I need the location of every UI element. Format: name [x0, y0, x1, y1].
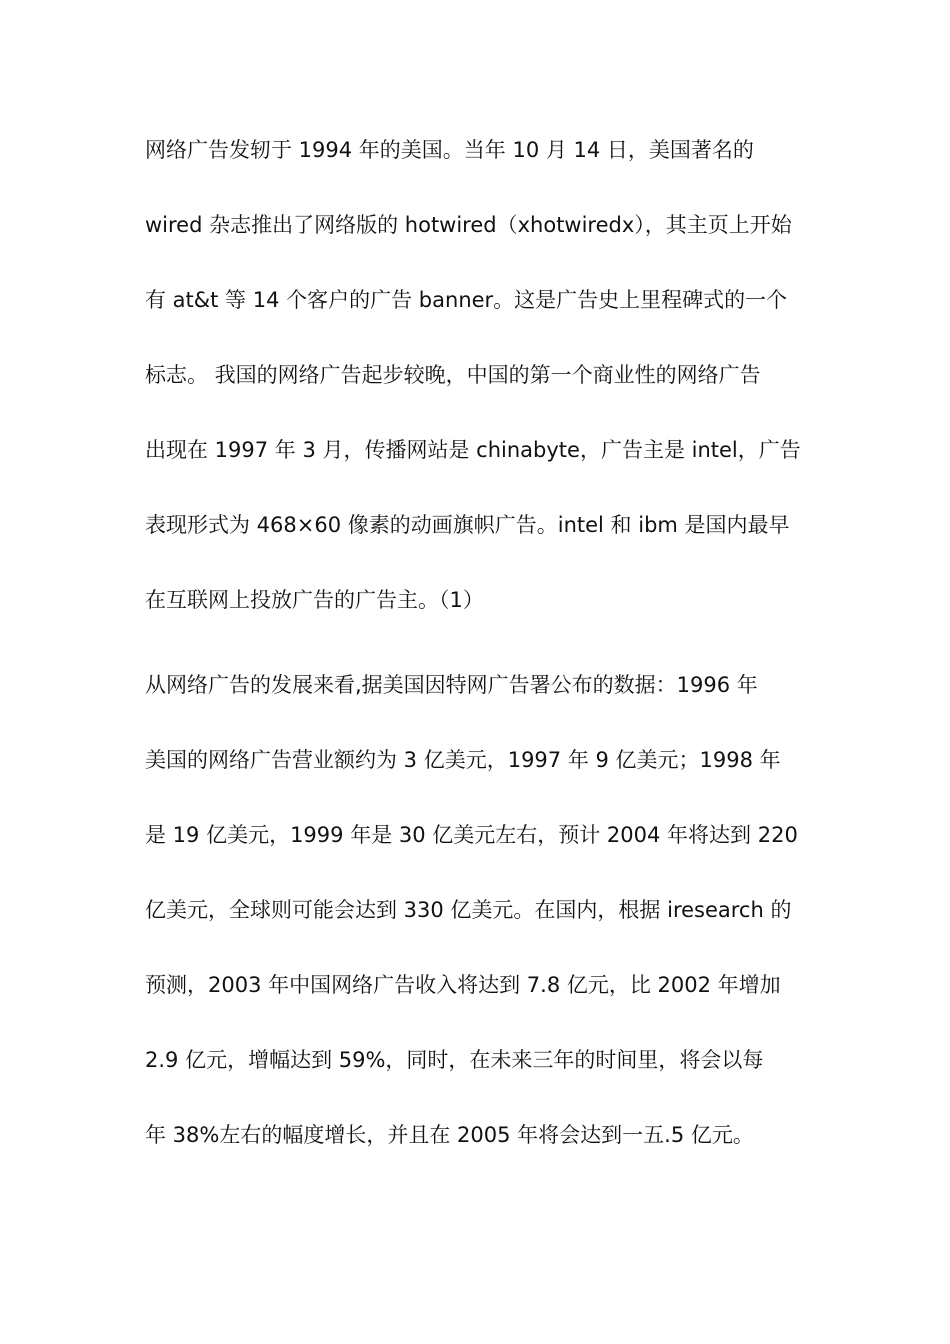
paragraph-2-line-4: 亿美元，全球则可能会达到 330 亿美元。在国内，根据 iresearch 的	[145, 898, 792, 922]
paragraph-2-line-3: 是 19 亿美元，1999 年是 30 亿美元左右，预计 2004 年将达到 220	[145, 823, 798, 847]
paragraph-2-line-6: 2.9 亿元，增幅达到 59%，同时，在未来三年的时间里，将会以每	[145, 1048, 764, 1072]
paragraph-1-line-5: 出现在 1997 年 3 月，传播网站是 chinabyte，广告主是 intel，广告	[145, 438, 801, 462]
paragraph-1-line-2: wired 杂志推出了网络版的 hotwired（xhotwiredx），其主页上开始	[145, 213, 792, 237]
paragraph-1-line-1: 网络广告发轫于 1994 年的美国。当年 10 月 14 日，美国著名的	[145, 138, 754, 162]
paragraph-1-line-3: 有 at&t 等 14 个客户的广告 banner。这是广告史上里程碑式的一个	[145, 288, 788, 312]
paragraph-2-line-7: 年 38%左右的幅度增长，并且在 2005 年将会达到一五.5 亿元。	[145, 1123, 754, 1147]
paragraph-1-line-4: 标志。 我国的网络广告起步较晚，中国的第一个商业性的网络广告	[145, 363, 761, 387]
paragraph-1-line-7: 在互联网上投放广告的广告主。（1）	[145, 588, 484, 612]
paragraph-2-line-2: 美国的网络广告营业额约为 3 亿美元，1997 年 9 亿美元；1998 年	[145, 748, 781, 772]
paragraph-2-line-1: 从网络广告的发展来看,据美国因特网广告署公布的数据：1996 年	[145, 673, 758, 697]
paragraph-2-line-5: 预测，2003 年中国网络广告收入将达到 7.8 亿元，比 2002 年增加	[145, 973, 781, 997]
paragraph-1-line-6: 表现形式为 468×60 像素的动画旗帜广告。intel 和 ibm 是国内最早	[145, 513, 790, 537]
